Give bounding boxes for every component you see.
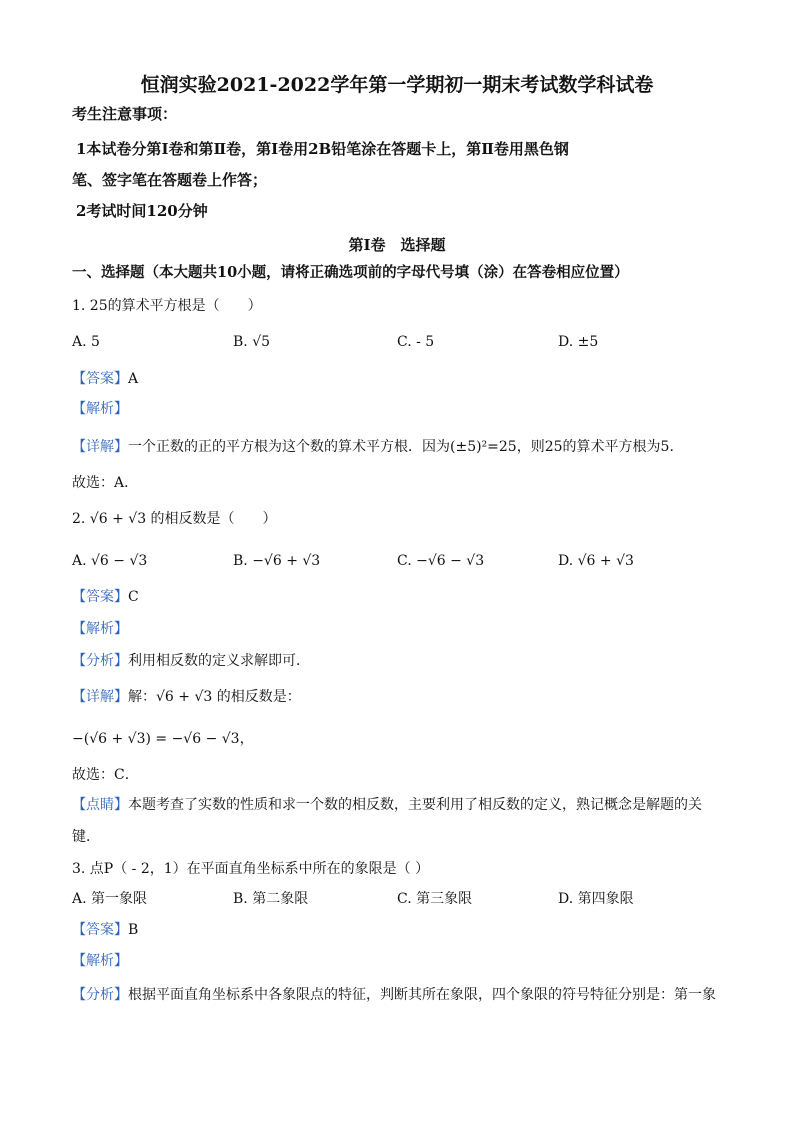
q1-option-c: C. - 5 bbox=[397, 334, 435, 350]
q1-detail-line bbox=[72, 438, 683, 456]
q2-option-c: C. −√6 − √3 bbox=[397, 553, 485, 569]
q3-stem: 3. 点P（ - 2，1）在平面直角坐标系中所在的象限是（ ） bbox=[72, 861, 430, 877]
q3-analysis-line bbox=[72, 952, 128, 970]
q2-option-b: B. −√6 + √3 bbox=[233, 553, 321, 569]
notes-line-3: 2考试时间120分钟 bbox=[76, 202, 208, 220]
q1-detail: 一个正数的正的平方根为这个数的算术平方根．因为(±5)²=25，则25的算术平方根为5． bbox=[128, 439, 684, 455]
q1-choose: 故选：A． bbox=[72, 475, 139, 491]
answer-tag: 【答案】 bbox=[72, 589, 128, 605]
q2-option-d: D. √6 + √3 bbox=[558, 553, 634, 569]
fenxi-tag: 【分析】 bbox=[72, 987, 128, 1003]
q3-fenxi: 根据平面直角坐标系中各象限点的特征，判断其所在象限，四个象限的符号特征分别是：第一象 bbox=[128, 987, 716, 1003]
section-heading: 第Ⅰ卷 选择题 bbox=[348, 236, 446, 254]
q2-choose: 故选：C． bbox=[72, 767, 139, 783]
q2-answer-line bbox=[72, 588, 139, 606]
q1-option-d: D. ±5 bbox=[558, 334, 599, 350]
q3-fenxi-line bbox=[72, 986, 716, 1004]
q3-option-c: C. 第三象限 bbox=[397, 891, 473, 907]
exam-title: 恒润实验2021-2022学年第一学期初一期末考试数学科试卷 bbox=[140, 74, 654, 96]
q3-option-a: A. 第一象限 bbox=[72, 891, 148, 907]
notes-line-1: 1本试卷分第Ⅰ卷和第Ⅱ卷，第Ⅰ卷用2B铅笔涂在答题卡上，第Ⅱ卷用黑色钢 bbox=[76, 140, 569, 158]
q2-dianjing-2: 键． bbox=[72, 829, 100, 845]
q2-fenxi-line bbox=[72, 652, 310, 670]
notes-heading: 考生注意事项： bbox=[72, 105, 178, 123]
q1-option-a: A. 5 bbox=[72, 334, 100, 350]
fenxi-tag: 【分析】 bbox=[72, 653, 128, 669]
notes-line-2: 笔、签字笔在答题卷上作答； bbox=[72, 171, 268, 189]
analysis-tag: 【解析】 bbox=[72, 621, 128, 637]
q3-option-b: B. 第二象限 bbox=[233, 891, 309, 907]
analysis-tag: 【解析】 bbox=[72, 953, 128, 969]
answer-tag: 【答案】 bbox=[72, 922, 128, 938]
answer-tag: 【答案】 bbox=[72, 371, 128, 387]
q1-stem: 1. 25的算术平方根是（ ） bbox=[72, 298, 262, 314]
q1-answer-line bbox=[72, 370, 138, 388]
q1-option-b: B. √5 bbox=[233, 334, 271, 350]
q2-analysis-line bbox=[72, 620, 128, 638]
q3-option-d: D. 第四象限 bbox=[558, 891, 634, 907]
q2-dianjing-line bbox=[72, 796, 702, 814]
part-one-heading: 一、选择题（本大题共10小题，请将正确选项前的字母代号填（涂）在答卷相应位置） bbox=[72, 264, 629, 281]
q2-detail: 解：√6 + √3 的相反数是： bbox=[128, 689, 301, 705]
q3-answer-line bbox=[72, 921, 138, 939]
q1-analysis-line bbox=[72, 400, 128, 418]
q2-answer: C bbox=[128, 589, 139, 605]
detail-tag: 【详解】 bbox=[72, 689, 128, 705]
q2-dianjing-1: 本题考查了实数的性质和求一个数的相反数，主要利用了相反数的定义，熟记概念是解题的关 bbox=[128, 797, 702, 813]
q2-detail-line bbox=[72, 688, 301, 706]
q2-option-a: A. √6 − √3 bbox=[72, 553, 148, 569]
q2-equation: −(√6 + √3) = −√6 − √3， bbox=[72, 731, 254, 747]
detail-tag: 【详解】 bbox=[72, 439, 128, 455]
analysis-tag: 【解析】 bbox=[72, 401, 128, 417]
q1-answer: A bbox=[128, 371, 139, 387]
q2-fenxi: 利用相反数的定义求解即可． bbox=[128, 653, 310, 669]
q3-answer: B bbox=[128, 922, 139, 938]
dianjing-tag: 【点睛】 bbox=[72, 797, 128, 813]
q2-stem: 2. √6 + √3 的相反数是（ ） bbox=[72, 511, 277, 527]
